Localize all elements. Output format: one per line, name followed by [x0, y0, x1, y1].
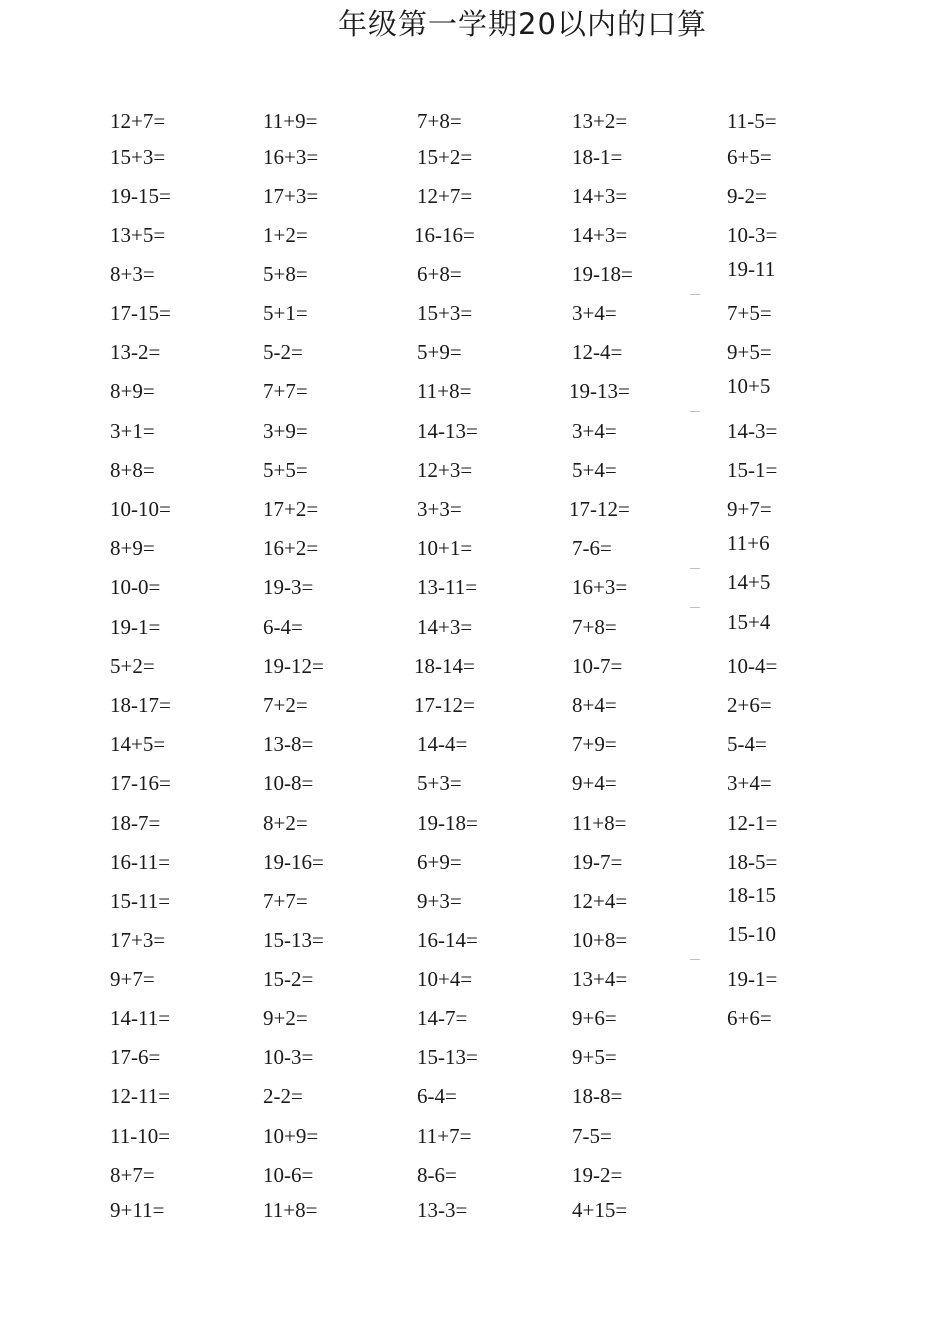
problem-item: 14-3= — [727, 419, 778, 443]
problem-item: 8-6= — [417, 1163, 457, 1187]
problem-item: 14-4= — [417, 732, 468, 756]
problem-item: 11+8= — [572, 811, 627, 835]
problem-item: 14-7= — [417, 1006, 468, 1030]
problem-item: 10-8= — [263, 771, 314, 795]
problem-item: 10-3= — [727, 223, 778, 247]
problem-item: 16+3= — [572, 575, 628, 599]
problem-item: 7-5= — [572, 1124, 612, 1148]
problem-item: 17-12= — [569, 497, 630, 521]
problem-item: 18-14= — [414, 654, 475, 678]
problem-item: 9+5= — [572, 1045, 617, 1069]
problem-item: 9+2= — [263, 1006, 308, 1030]
problem-item: 6+5= — [727, 145, 772, 169]
problem-item: 13+4= — [572, 967, 628, 991]
problem-item: 19-11 — [727, 257, 776, 281]
problem-item: 17-6= — [110, 1045, 161, 1069]
problem-item: 9+5= — [727, 340, 772, 364]
page-title: 年级第一学期20以内的口算 — [338, 7, 707, 41]
problem-item: 17-15= — [110, 301, 171, 325]
problem-item: 10-10= — [110, 497, 171, 521]
problem-item: 19-18= — [572, 262, 633, 286]
divider-mark — [690, 411, 700, 412]
problem-item: 10-7= — [572, 654, 623, 678]
problem-item: 19-13= — [569, 379, 630, 403]
divider-mark — [690, 607, 700, 608]
problem-item: 18-1= — [572, 145, 623, 169]
problem-item: 14+3= — [572, 184, 628, 208]
problem-item: 7+2= — [263, 693, 308, 717]
problem-item: 14+3= — [572, 223, 628, 247]
divider-mark — [690, 568, 700, 569]
problem-item: 13-11= — [417, 575, 478, 599]
problem-item: 3+9= — [263, 419, 308, 443]
problem-item: 17+3= — [263, 184, 319, 208]
problem-item: 18-8= — [572, 1084, 623, 1108]
problem-item: 17+2= — [263, 497, 319, 521]
problem-item: 16-11= — [110, 850, 171, 874]
problem-item: 9-2= — [727, 184, 767, 208]
problem-item: 7-6= — [572, 536, 612, 560]
problem-item: 12+7= — [110, 109, 166, 133]
problem-item: 5+4= — [572, 458, 617, 482]
problem-item: 10+9= — [263, 1124, 319, 1148]
problem-item: 6-4= — [417, 1084, 457, 1108]
problem-item: 7+8= — [417, 109, 462, 133]
problem-item: 5+3= — [417, 771, 462, 795]
problem-item: 9+6= — [572, 1006, 617, 1030]
problem-item: 17-16= — [110, 771, 171, 795]
problem-item: 9+7= — [727, 497, 772, 521]
problem-item: 11-10= — [110, 1124, 171, 1148]
problem-item: 8+7= — [110, 1163, 155, 1187]
problem-item: 10+4= — [417, 967, 473, 991]
problem-item: 18-5= — [727, 850, 778, 874]
divider-mark — [690, 294, 700, 295]
problem-item: 15+3= — [417, 301, 473, 325]
problem-item: 12+3= — [417, 458, 473, 482]
problem-item: 11+8= — [263, 1198, 318, 1222]
problem-item: 11-5= — [727, 109, 777, 133]
problem-item: 19-1= — [727, 967, 778, 991]
problem-item: 1+2= — [263, 223, 308, 247]
problem-item: 6+8= — [417, 262, 462, 286]
problem-item: 5+9= — [417, 340, 462, 364]
problem-item: 7+7= — [263, 379, 308, 403]
problem-item: 19-16= — [263, 850, 324, 874]
problem-item: 3+4= — [727, 771, 772, 795]
problem-item: 3+3= — [417, 497, 462, 521]
problem-item: 19-1= — [110, 615, 161, 639]
problem-item: 12+7= — [417, 184, 473, 208]
problem-item: 17+3= — [110, 928, 166, 952]
problem-item: 14-13= — [417, 419, 478, 443]
problem-item: 11+8= — [417, 379, 472, 403]
problem-item: 14+5= — [110, 732, 166, 756]
problem-item: 10-0= — [110, 575, 161, 599]
problem-item: 10-6= — [263, 1163, 314, 1187]
problem-item: 7+8= — [572, 615, 617, 639]
problem-item: 5+8= — [263, 262, 308, 286]
problem-item: 10-4= — [727, 654, 778, 678]
problem-item: 19-3= — [263, 575, 314, 599]
problem-item: 5+5= — [263, 458, 308, 482]
problem-item: 15+4 — [727, 610, 771, 634]
problem-item: 19-12= — [263, 654, 324, 678]
problem-item: 9+3= — [417, 889, 462, 913]
problem-item: 9+7= — [110, 967, 155, 991]
problem-item: 7+7= — [263, 889, 308, 913]
problem-item: 5+2= — [110, 654, 155, 678]
problem-item: 16+3= — [263, 145, 319, 169]
problem-item: 7+5= — [727, 301, 772, 325]
problem-item: 12+4= — [572, 889, 628, 913]
problem-item: 19-7= — [572, 850, 623, 874]
problem-item: 5-2= — [263, 340, 303, 364]
problem-item: 6+9= — [417, 850, 462, 874]
problem-item: 12-11= — [110, 1084, 171, 1108]
problem-item: 4+15= — [572, 1198, 628, 1222]
problem-item: 3+4= — [572, 301, 617, 325]
problem-item: 13+5= — [110, 223, 166, 247]
problem-item: 18-7= — [110, 811, 161, 835]
problem-item: 7+9= — [572, 732, 617, 756]
problem-item: 6-4= — [263, 615, 303, 639]
problem-item: 14+5 — [727, 570, 771, 594]
problem-item: 15-1= — [727, 458, 778, 482]
problem-item: 2+6= — [727, 693, 772, 717]
problem-item: 15-13= — [263, 928, 324, 952]
problem-item: 3+1= — [110, 419, 155, 443]
problem-item: 10-3= — [263, 1045, 314, 1069]
problem-item: 17-12= — [414, 693, 475, 717]
problem-item: 8+9= — [110, 379, 155, 403]
problem-item: 10+1= — [417, 536, 473, 560]
problem-item: 15-2= — [263, 967, 314, 991]
problem-item: 14+3= — [417, 615, 473, 639]
problem-item: 13+2= — [572, 109, 628, 133]
divider-mark — [690, 959, 700, 960]
problem-item: 19-18= — [417, 811, 478, 835]
problem-item: 8+2= — [263, 811, 308, 835]
problem-item: 13-3= — [417, 1198, 468, 1222]
problem-item: 9+11= — [110, 1198, 165, 1222]
problem-item: 14-11= — [110, 1006, 171, 1030]
problem-item: 15-11= — [110, 889, 171, 913]
problem-item: 8+9= — [110, 536, 155, 560]
problem-item: 8+3= — [110, 262, 155, 286]
problem-item: 15+2= — [417, 145, 473, 169]
problem-item: 8+8= — [110, 458, 155, 482]
problem-item: 11+6 — [727, 531, 770, 555]
problem-item: 12-1= — [727, 811, 778, 835]
problem-item: 18-17= — [110, 693, 171, 717]
problem-item: 19-2= — [572, 1163, 623, 1187]
problem-item: 12-4= — [572, 340, 623, 364]
problem-item: 15-13= — [417, 1045, 478, 1069]
problem-item: 13-8= — [263, 732, 314, 756]
problem-item: 2-2= — [263, 1084, 303, 1108]
problem-item: 11+9= — [263, 109, 318, 133]
problem-item: 5-4= — [727, 732, 767, 756]
problem-item: 16-14= — [417, 928, 478, 952]
problem-item: 11+7= — [417, 1124, 472, 1148]
problem-item: 16-16= — [414, 223, 475, 247]
problem-item: 10+8= — [572, 928, 628, 952]
problem-item: 13-2= — [110, 340, 161, 364]
problem-item: 8+4= — [572, 693, 617, 717]
problem-item: 18-15 — [727, 883, 776, 907]
problem-item: 16+2= — [263, 536, 319, 560]
problem-item: 10+5 — [727, 374, 771, 398]
problem-item: 6+6= — [727, 1006, 772, 1030]
problem-item: 15+3= — [110, 145, 166, 169]
problem-item: 9+4= — [572, 771, 617, 795]
problem-item: 19-15= — [110, 184, 171, 208]
problem-item: 15-10 — [727, 922, 776, 946]
problem-item: 3+4= — [572, 419, 617, 443]
problem-item: 5+1= — [263, 301, 308, 325]
